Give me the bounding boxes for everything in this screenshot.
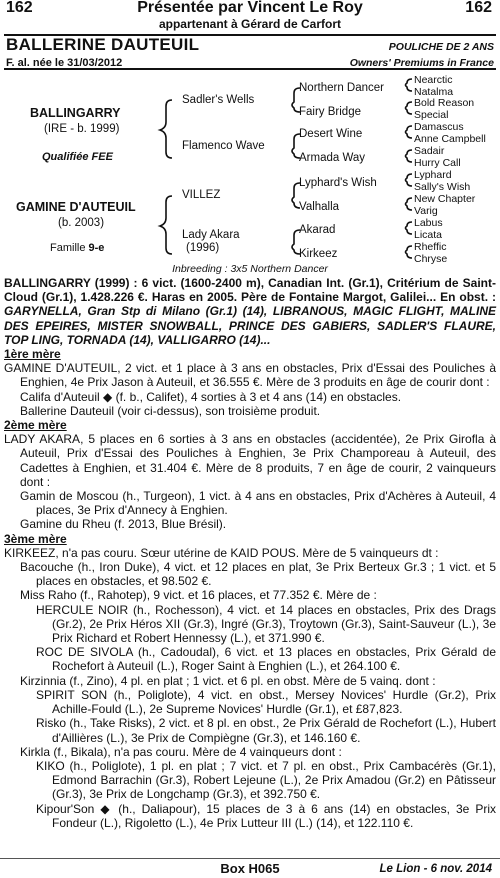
second-dam-heading: 2ème mère <box>4 418 67 433</box>
g4-12: Varig <box>414 205 438 217</box>
second-dam-text: LADY AKARA, 5 places en 6 sorties à 3 ans en obstacles (accidentée), 2e Prix Girofla à Auteuil, Prix d'Essai des Pouliches à Enghien, 3e Prix Champoreau à Auteuil, des Cadettes à Enghien, et 31.404 €. Mère de 8 produits, 7 en âge de courir, 2 vainqueurs dont : <box>4 432 496 489</box>
g3-6: Valhalla <box>299 201 340 213</box>
third-dam-heading: 3ème mère <box>4 531 67 546</box>
sire-qualified: Qualifiée FEE <box>42 151 113 163</box>
g4-9: Lyphard <box>414 169 452 181</box>
g4-13: Labus <box>414 217 443 229</box>
dam-sire: VILLEZ <box>182 189 221 201</box>
box-number: Box H065 <box>220 861 280 876</box>
sire-origin: (IRE - b. 1999) <box>44 123 120 135</box>
horse-name: BALLERINE DAUTEUIL <box>6 35 200 54</box>
g3-3: Desert Wine <box>299 128 363 140</box>
inbreeding-note: Inbreeding : 3x5 Northern Dancer <box>172 263 328 275</box>
g4-7: Sadair <box>414 145 445 157</box>
first-dam-text: GAMINE D'AUTEUIL, 2 vict. et 1 place à 3 ans en obstacles, Prix d'Essai des Pouliches à Enghien, 4e Prix Jason à Auteuil, et 36.555 €. Mère de 3 produits en âge de courir dont : <box>4 361 496 390</box>
third-dam-produce-5: Kirzinnia (f., Zino), 4 pl. en plat ; 1 vict. et 6 pl. en obst. Mère de 5 vainq. dont : <box>20 673 436 688</box>
g4-5: Damascus <box>414 121 464 133</box>
g4-3: Bold Reason <box>414 97 475 109</box>
g4-1: Nearctic <box>414 74 453 86</box>
lot-number-left: 162 <box>6 0 33 16</box>
dam-dam-year: (1996) <box>186 242 220 254</box>
g3-2: Fairy Bridge <box>299 106 361 118</box>
first-dam-heading: 1ère mère <box>4 347 61 362</box>
g4-6: Anne Campbell <box>414 133 486 145</box>
dam-dam: Lady Akara <box>182 229 240 241</box>
third-dam-text: KIRKEEZ, n'a pas couru. Sœur utérine de KAID POUS. Mère de 5 vainqueurs dt : <box>4 545 439 560</box>
owners-premiums: Owners' Premiums in France <box>349 57 494 69</box>
g3-5: Lyphard's Wish <box>299 177 377 189</box>
first-dam-produce-1: Califa d'Auteuil ◆ (f. b., Califet), 4 sorties à 3 et 4 ans (14) en obstacles. <box>20 389 402 404</box>
owner-line: appartenant à Gérard de Carfort <box>158 17 342 31</box>
sire-paragraph: BALLINGARRY (1999) : 6 vict. (1600-2400 m), Canadian Int. (Gr.1), Critérium de Saint-Cloud (Gr.1), 1.428.226 €. Haras en 2005. Père de Fontaine Margot, Galilei... En obst. : GARYNELLA, Gran Stp di Milano (Gr.1) (14), LIBRANOUS, MAGIC FLIGHT, MALINE DES EPEIRES, MISTER SNOWBALL, PRINCE DES GABIERS, SADLER'S FLAURE, TOP LING, TORNADA (14), VALLIGARRO (14)... <box>4 276 496 347</box>
third-dam-produce-1: Bacouche (h., Iron Duke), 4 vict. et 12 places en plat, 3e Prix Berteux Gr.3 ; 1 vict. et 5 places en obstacles, et 98.502 €. <box>20 560 496 589</box>
sale-place-date: Le Lion - 6 nov. 2014 <box>379 863 492 875</box>
g4-11: New Chapter <box>414 193 476 205</box>
sire-name: BALLINGARRY <box>30 106 121 120</box>
third-dam-produce-7: Risko (h., Take Risks), 2 vict. et 8 pl. en obst., 2e Prix Gérald de Rochefort (L.), Hubert d'Aillières (L.), 3e Prix de Compiègne (Gr.3), et 146.160 €. <box>36 716 496 745</box>
g4-4: Special <box>414 109 449 121</box>
third-dam-produce-6: SPIRIT SON (h., Poliglote), 4 vict. en obst., Mersey Novices' Hurdle (Gr.2), Prix Achille-Fould (L.), 2e Supreme Novices' Hurdle (Gr.1), et £87,823. <box>36 687 496 717</box>
g4-14: Licata <box>414 229 443 241</box>
third-dam-produce-3: HERCULE NOIR (h., Rochesson), 4 vict. et 14 places en obstacles, Prix des Drags (Gr.2), 2e Prix Héros XII (Gr.3), Ingré (Gr.3), Troytown (Gr.3), Saint-Sauveur (L.), 3e Prix Richard et Robert Hennessy (L.), et 371.990 €. <box>36 602 496 646</box>
dam-family: Famille 9-e <box>50 242 105 254</box>
first-dam-produce-2: Ballerine Dauteuil (voir ci-dessus), son troisième produit. <box>20 403 321 418</box>
g3-4: Armada Way <box>299 152 366 164</box>
third-dam-produce-10: Kipour'Son ◆ (h., Daliapour), 15 places de 3 à 6 ans (14) en obstacles, 3e Prix Fondeur (L.), Rigoletto (L.), 4e Prix Lutteur III (L.) (14), et 122.110 €. <box>36 801 496 830</box>
sire-sire: Sadler's Wells <box>182 94 255 106</box>
g3-7: Akarad <box>299 224 336 236</box>
page-footer <box>0 858 500 878</box>
dam-name: GAMINE D'AUTEUIL <box>16 200 136 214</box>
third-dam-produce-4: ROC DE SIVOLA (h., Cadoudal), 6 vict. et 13 places en obstacles, Prix Gérald de Rochefort à Auteuil (L.), Roger Saint à Enghien (L.), et 264.100 €. <box>36 645 496 674</box>
g4-10: Sally's Wish <box>414 181 471 193</box>
g3-8: Kirkeez <box>299 248 338 260</box>
g4-2: Natalma <box>414 86 454 98</box>
catalogue-header <box>0 0 500 32</box>
dam-origin: (b. 2003) <box>58 217 105 229</box>
sire-dam: Flamenco Wave <box>182 140 265 152</box>
third-dam-produce-2: Miss Raho (f., Rahotep), 9 vict. et 16 places, et 77.352 €. Mère de : <box>20 588 377 603</box>
second-dam-produce-1: Gamin de Moscou (h., Turgeon), 1 vict. à 4 ans en obstacles, Prix d'Achères à Auteuil, 4 places, 3e Prix d'Annecy à Enghien. <box>20 489 496 518</box>
horse-title-box <box>4 34 496 70</box>
catalogue-body <box>4 276 496 830</box>
lot-number-right: 162 <box>465 0 492 16</box>
horse-birth: F. al. née le 31/03/2012 <box>6 57 123 69</box>
third-dam-produce-8: Kirkla (f., Bikala), n'a pas couru. Mère de 4 vainqueurs dont : <box>20 744 342 759</box>
g4-15: Rheffic <box>414 241 447 253</box>
g4-8: Hurry Call <box>414 157 461 169</box>
third-dam-produce-9: KIKO (h., Poliglote), 1 pl. en plat ; 7 vict. et 7 pl. en obst., Prix Cambacérès (Gr.1), Edmond Barrachin (Gr.3), Robert Lejeune (L.), 2e Prix Amadou (Gr.2) en Pâtisseur (Gr.3), 3e Prix de Longchamp (Gr.3), et 392.750 €. <box>36 758 496 802</box>
g3-1: Northern Dancer <box>299 82 385 94</box>
pedigree-table <box>0 72 500 274</box>
second-dam-produce-2: Gamine du Rheu (f. 2013, Blue Brésil). <box>20 517 227 532</box>
presenter-line: Présentée par Vincent Le Roy <box>137 0 363 16</box>
horse-sex-age: POULICHE DE 2 ANS <box>388 41 494 53</box>
g4-16: Chryse <box>414 253 448 265</box>
